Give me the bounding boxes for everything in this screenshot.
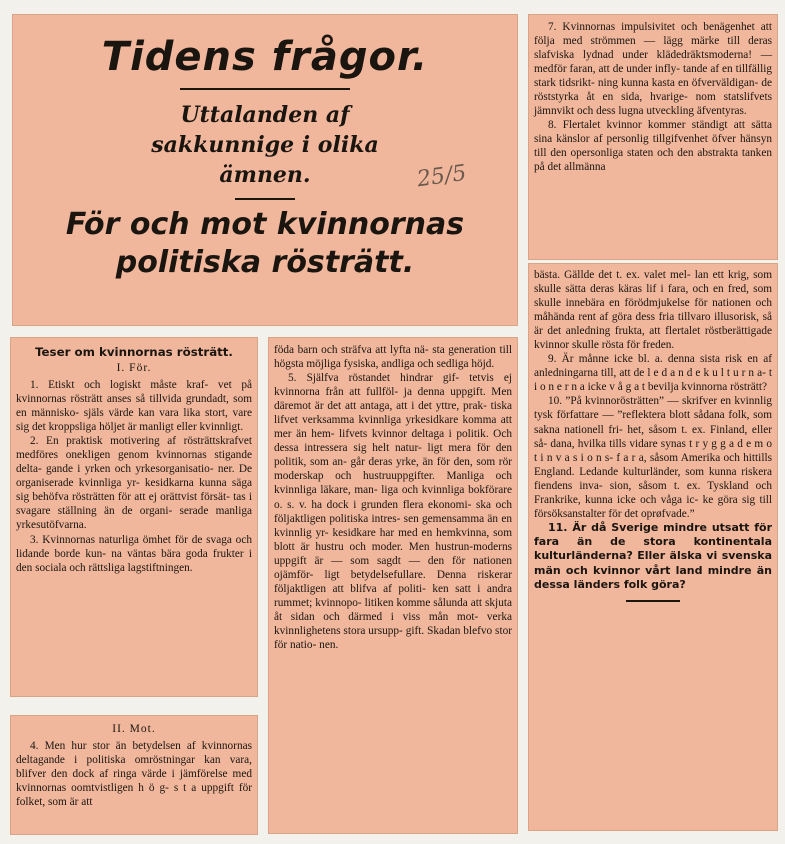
subtitle: Uttalanden af sakkunnige i olika ämnen. bbox=[151, 102, 379, 188]
section-heading-against: II. Mot. bbox=[112, 723, 156, 735]
handwritten-date: 25/5 bbox=[415, 160, 468, 193]
header-clipping bbox=[12, 14, 518, 326]
title-rule bbox=[180, 88, 350, 90]
paragraph: 5. Själfva röstandet hindrar gif- tetvis ej kvinnorna från att fullföl- ja denna uppgift. Men däremot är det att antaga, att i det yttre, prak- tiska lifvet verksamma kvinnliga yrkesidkare komma att mer än hem- lifvets kvinnor deltaga i politik. Och dessa intressera sig helt natur- ligt mera för den politik, som an- går deras yrke, än för den, som rör moderskap och hustruuppgifter. Manliga och kvinnliga läkare, man- liga och kvinnliga bokförare o. s. v. ha dock i grunden flera ekonomi- ska och följaktligen politiska intres- sen gemensamma än en kvinnlig yr- kesidkare har med en hemkvinna, som blott är hustru och moder. Men hustrun-moderns uppgift är — som sagdt — den för nationen ojämför- ligt betydelsefullare. Denna riskerar följaktligen att blifva af politi- ken satt i andra rummet; kvinnopo- litiken komme sålunda att skjuta åt sidan och därmed i viss mån mot- verka kvinnlighetens stora ursupp- gift. Skadan blefvo stor för natio- nen. bbox=[274, 372, 512, 651]
paragraph: 2. En praktisk motivering af rösträttskrafvet medföres onekligen genom kvinnornas stigande delta- gande i yrken och yrkesorganisatio- ner. De organiserade kvinnliga yr- kesidkarna kunna säga sig behöfva rösträtten för att ej orättvist försät- tas i svagare ställning än de organi- serade manliga yrkesutöfvarna. bbox=[16, 435, 252, 532]
paragraph: 9. Är månne icke bl. a. denna sista risk en af anledningarna till, att de l e d a n d e k u l t u r n a- t i o n e r n a icke v å g a t bevilja kvinnorna rösträtt? bbox=[534, 353, 772, 394]
paragraph: bästa. Gällde det t. ex. valet mel- lan ett krig, som skulle sätta deras käras lif i fara, och en fred, som skulle innebära en förödmjukelse för nationen och måhända rent af göra dess fria tillvaro illusorisk, så är det anledning frukta, att flertalet röstberättigade kvinnor skulle rösta för freden. bbox=[534, 269, 772, 352]
paragraph: 10. ”På kvinnorösträtten” — skrifver en kvinnlig tysk författare — ”reflektera blott sådana folk, som sakna nationell fri- het, såsom t. ex. Finland, eller så- dana, hvilka tills vidare synas t r y g g a d e m o t i n v a s i o n s- f a r a, såsom Amerika och hittills England. Ledande kulturländer, som kunna riskera fiendens inva- sion, såsom t. ex. Tyskland och Frankrike, kunna icke och våga ic- ke göra sig till försöksanstalter för det oprøfvade.” bbox=[534, 395, 772, 520]
column-c-clipping bbox=[268, 337, 518, 834]
end-rule bbox=[626, 600, 680, 602]
section-title: Tidens frågor. bbox=[101, 34, 429, 80]
column-d-top-clipping bbox=[528, 14, 778, 260]
column-b-clipping bbox=[10, 715, 258, 835]
headline: För och mot kvinnornas politiska rösträtt. bbox=[65, 207, 465, 280]
paragraph: 7. Kvinnornas impulsivitet och benägenhet att följa med strömmen — lägg märke till deras slafviska lydnad under klädedräktsmoderna! — medför faran, att de under infly- tande af en tillfällig stark tidsrikt- ning kunna kasta en öfverväldigan- de röststyrka åt en sida, hvarige- nom statslifvets jämnvikt och dess lugna utveckling äfventyras. bbox=[534, 21, 772, 118]
theses-title: Teser om kvinnornas rösträtt. bbox=[35, 345, 233, 359]
column-a-clipping bbox=[10, 337, 258, 697]
paragraph: 8. Flertalet kvinnor kommer ständigt att sätta sina känslor af personlig tillgifvenhet öfver hänsyn till den opersonliga staten och den abstrakta tanken på det allmänna bbox=[534, 119, 772, 174]
paragraph: 1. Etiskt och logiskt måste kraf- vet på kvinnornas rösträtt anses så tillvida grundadt, som en människo- själs värde kan vara lika stort, vare sig det kroppsliga höljet är manligt eller kvinnligt. bbox=[16, 379, 252, 434]
section-heading-for: I. För. bbox=[116, 362, 152, 374]
subtitle-rule bbox=[235, 198, 295, 200]
paragraph: 4. Men hur stor än betydelsen af kvinnornas deltagande i politiska omröstningar kan vara, blifver den dock af ringa värde i jämförelse med kvinnornas oomtvistligen h ö g- s t a uppgift för folket, som är att bbox=[16, 740, 252, 809]
paragraph: föda barn och sträfva att lyfta nä- sta generation till högsta möjliga fysiska, andliga och sedliga höjd. bbox=[274, 344, 512, 371]
newspaper-section-title bbox=[12, 34, 518, 282]
paragraph: 3. Kvinnornas naturliga ömhet för de svaga och lidande borde kun- na väntas bära goda frukter i den sociala och rättsliga lagstiftningen. bbox=[16, 533, 252, 574]
column-d-bottom-clipping bbox=[528, 263, 778, 831]
closing-question: 11. Är då Sverige mindre utsatt för fara än de stora kontinentala kulturländerna? Eller älska vi svenska män och kvinnor vårt land mindre än dessa länders folk göra? bbox=[534, 520, 772, 592]
